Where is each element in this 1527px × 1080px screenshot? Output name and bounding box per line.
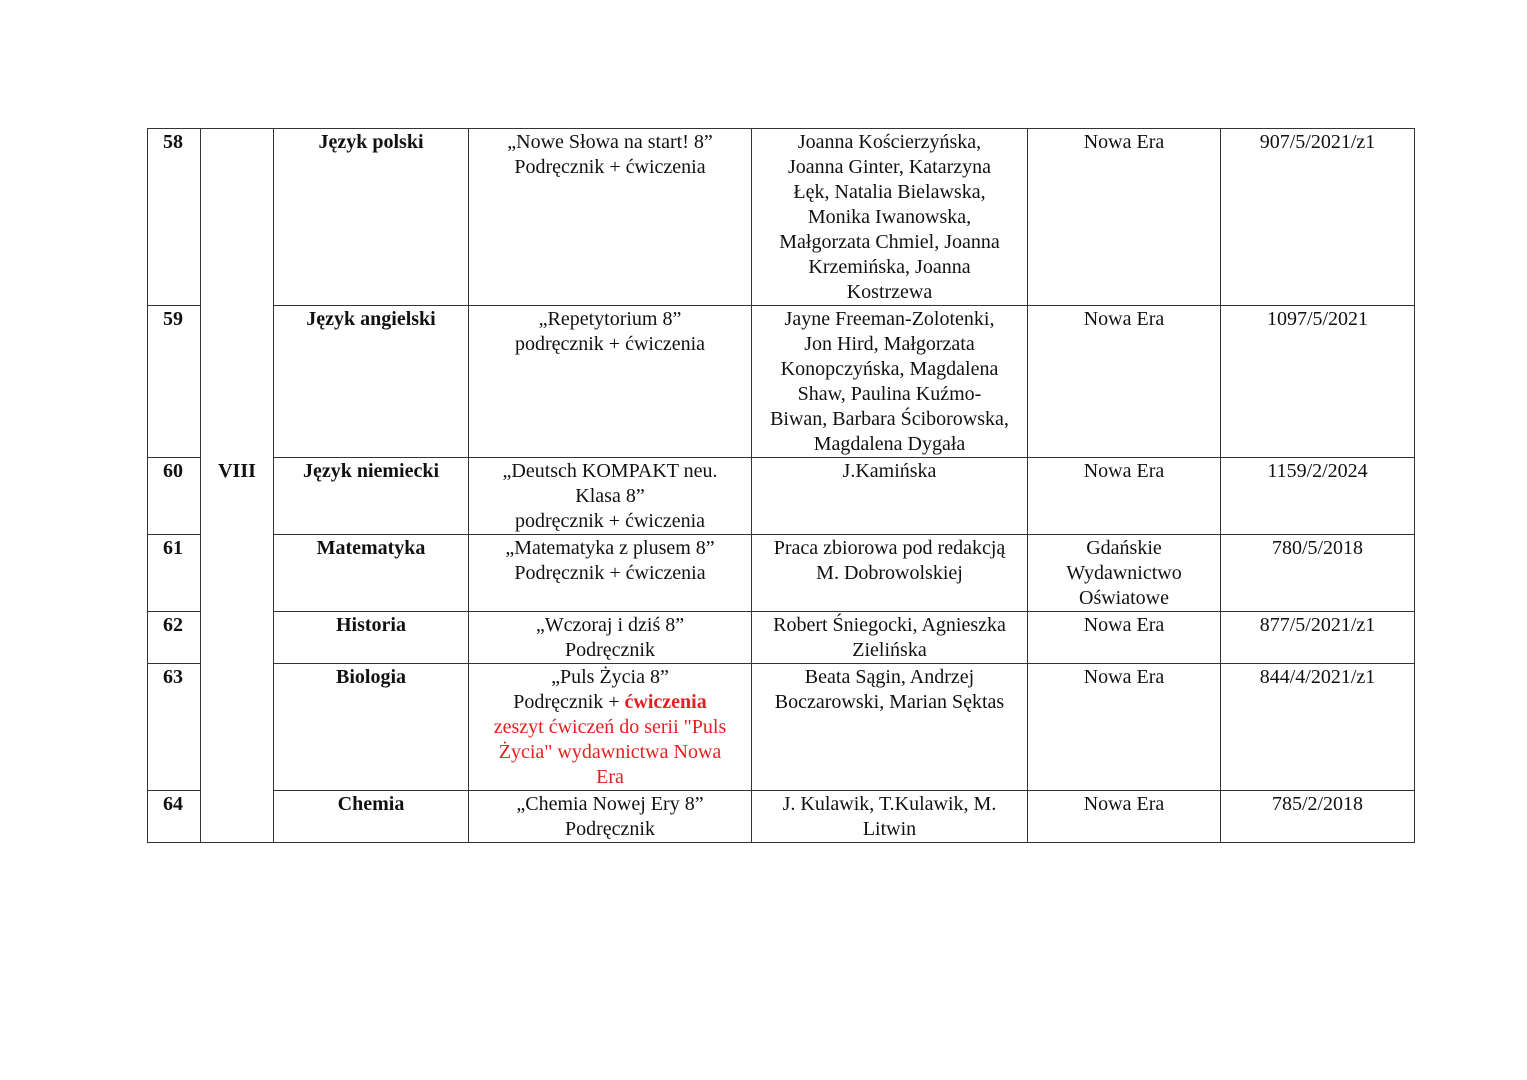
- title-cell: „Chemia Nowej Ery 8” Podręcznik: [469, 791, 752, 843]
- authors-cell: Jayne Freeman-Zolotenki, Jon Hird, Małgorzata Konopczyńska, Magdalena Shaw, Paulina Kuźmo- Biwan, Barbara Ściborowska, Magdalena Dygała: [752, 306, 1028, 458]
- row-number: 60: [148, 458, 201, 535]
- publisher-cell: Nowa Era: [1028, 612, 1221, 664]
- row-number: 63: [148, 664, 201, 791]
- row-number: 58: [148, 129, 201, 306]
- authors-cell: Beata Sągin, Andrzej Boczarowski, Marian Sęktas: [752, 664, 1028, 791]
- title-cell: „Deutsch KOMPAKT neu. Klasa 8” podręcznik + ćwiczenia: [469, 458, 752, 535]
- subject-cell: Język niemiecki: [274, 458, 469, 535]
- approval-number-cell: 780/5/2018: [1221, 535, 1415, 612]
- title-cell: „Repetytorium 8” podręcznik + ćwiczenia: [469, 306, 752, 458]
- approval-number-cell: 877/5/2021/z1: [1221, 612, 1415, 664]
- approval-number-cell: 844/4/2021/z1: [1221, 664, 1415, 791]
- highlighted-text: ćwiczenia: [624, 691, 707, 713]
- title-cell: „Puls Życia 8” Podręcznik + ćwiczenia zeszyt ćwiczeń do serii "Puls Życia" wydawnictwa Nowa Era: [469, 664, 752, 791]
- row-number: 61: [148, 535, 201, 612]
- publisher-cell: Nowa Era: [1028, 306, 1221, 458]
- row-number: 64: [148, 791, 201, 843]
- table-row: [148, 612, 1415, 664]
- subject-cell: Historia: [274, 612, 469, 664]
- row-number: 62: [148, 612, 201, 664]
- authors-cell: Robert Śniegocki, Agnieszka Zielińska: [752, 612, 1028, 664]
- title-cell: „Wczoraj i dziś 8” Podręcznik: [469, 612, 752, 664]
- subject-cell: Biologia: [274, 664, 469, 791]
- approval-number-cell: 785/2/2018: [1221, 791, 1415, 843]
- authors-cell: J. Kulawik, T.Kulawik, M. Litwin: [752, 791, 1028, 843]
- publisher-cell: Gdańskie Wydawnictwo Oświatowe: [1028, 535, 1221, 612]
- subject-cell: Język angielski: [274, 306, 469, 458]
- highlighted-note: Życia" wydawnictwa Nowa: [498, 741, 722, 763]
- authors-cell: J.Kamińska: [752, 458, 1028, 535]
- subject-cell: Matematyka: [274, 535, 469, 612]
- title-cell: „Matematyka z plusem 8” Podręcznik + ćwiczenia: [469, 535, 752, 612]
- publisher-cell: Nowa Era: [1028, 664, 1221, 791]
- approval-number-cell: 1159/2/2024: [1221, 458, 1415, 535]
- subject-cell: Język polski: [274, 129, 469, 306]
- subject-cell: Chemia: [274, 791, 469, 843]
- table-row: [148, 458, 1415, 535]
- authors-cell: Praca zbiorowa pod redakcją M. Dobrowolskiej: [752, 535, 1028, 612]
- approval-number-cell: 1097/5/2021: [1221, 306, 1415, 458]
- table-row: [148, 664, 1415, 791]
- table-row: [148, 129, 1415, 306]
- textbook-table: [147, 128, 1415, 843]
- class-level: VIII: [201, 129, 274, 843]
- highlighted-note: zeszyt ćwiczeń do serii "Puls: [493, 716, 727, 738]
- title-cell: „Nowe Słowa na start! 8” Podręcznik + ćwiczenia: [469, 129, 752, 306]
- table-row: [148, 535, 1415, 612]
- publisher-cell: Nowa Era: [1028, 458, 1221, 535]
- table-row: [148, 791, 1415, 843]
- row-number: 59: [148, 306, 201, 458]
- highlighted-note: Era: [596, 766, 624, 788]
- publisher-cell: Nowa Era: [1028, 791, 1221, 843]
- table-row: [148, 306, 1415, 458]
- publisher-cell: Nowa Era: [1028, 129, 1221, 306]
- approval-number-cell: 907/5/2021/z1: [1221, 129, 1415, 306]
- authors-cell: Joanna Kościerzyńska, Joanna Ginter, Katarzyna Łęk, Natalia Bielawska, Monika Iwanowska, Małgorzata Chmiel, Joanna Krzemińska, Joanna Kostrzewa: [752, 129, 1028, 306]
